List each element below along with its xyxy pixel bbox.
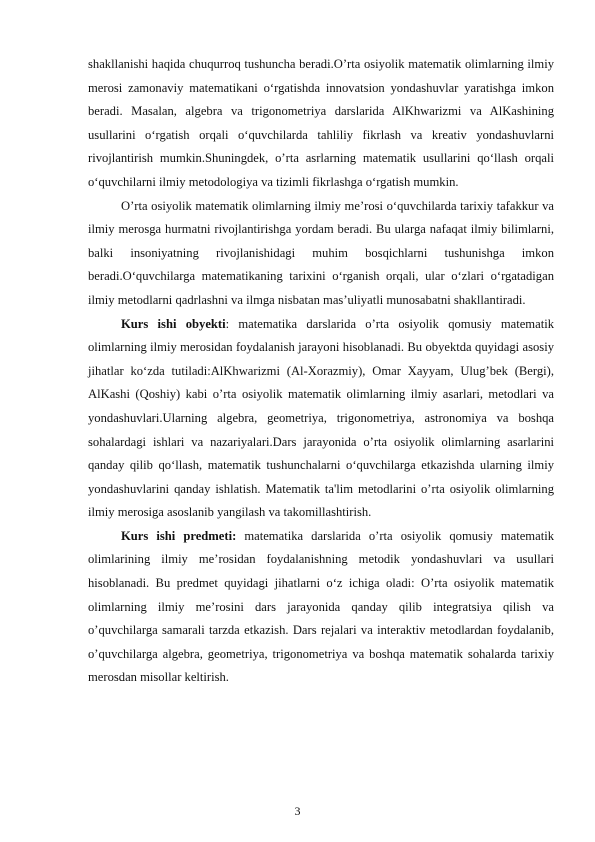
paragraph-text: matematika darslarida o’rta osiyolik qomusiy matematik olimlarining ilmiy me’rosidan foydalanishning metodik yondashuvlari va usullari hisoblanadi. Bu predmet quyidagi jihatlarni o‘z ichiga oladi: O’rta osiyolik matematik olimlarning ilmiy me’rosini dars jarayonida qanday qilib integratsiya qilish va o’quvchilarga samarali tarzda etkazish. Dars rejalari va interaktiv metodlardan foydalanib, o’quvchilarga algebra, geometriya, trigonometriya va boshqa matematik sohalarda tarixiy merosdan misollar keltirish. <box>88 528 554 685</box>
course-subject-label: Kurs ishi predmeti: <box>121 528 237 543</box>
document-page <box>88 53 554 690</box>
paragraph-course-object <box>88 313 554 525</box>
course-object-label: Kurs ishi obyekti <box>121 316 226 331</box>
paragraph-text: O’rta osiyolik matematik olimlarning ilmiy me’rosi o‘quvchilarda tarixiy tafakkur va ilmiy merosga hurmatni rivojlantirishga yordam beradi. Bu ularga nafaqat ilmiy bilimlarni, balki insoniyatning rivojlanishidagi muhim bosqichlarni tushunishga imkon beradi.O‘quvchilarga matematikaning tarixini o‘rganish orqali, ular o‘zlari o‘rgatadigan ilmiy metodlarni qadrlashni va ilmga nisbatan mas’uliyatli munosabatni shakllantiradi. <box>88 198 554 307</box>
paragraph-text: shakllanishi haqida chuqurroq tushuncha beradi.O’rta osiyolik matematik olimlarning ilmiy merosi zamonaviy matematikani o‘rgatishda innovatsion yondashuvlar yaratishga imkon beradi. Masalan, algebra va trigonometriya darslarida AlKhwarizmi va AlKashining usullarini o‘rgatish orqali o‘quvchilarda tahliliy fikrlash va kreativ yondashuvlarni rivojlantirish mumkin.Shuningdek, o’rta asrlarning matematik usullarini qo‘llash orqali o‘quvchilarni ilmiy metodologiya va tizimli fikrlashga o‘rgatish mumkin. <box>88 57 554 189</box>
paragraph-historical-thinking <box>88 195 554 313</box>
paragraph-intro-continuation <box>88 53 554 195</box>
page-number: 3 <box>294 804 301 818</box>
paragraph-course-subject <box>88 525 554 690</box>
paragraph-text: : matematika darslarida o’rta osiyolik qomusiy matematik olimlarning ilmiy merosidan foydalanish jarayoni hisoblanadi. Bu obyektda quyidagi asosiy jihatlar ko‘zda tutiladi:AlKhwarizmi (Al-Xorazmiy), Omar Xayyam, Ulug’bek (Bergi), AlKashi (Qoshiy) kabi o’rta osiyolik matematik olimlarning ilmiy asarlari, metodlari va yondashuvlari.Ularning algebra, geometriya, trigonometriya, astronomiya va boshqa sohalardagi ishlari va nazariyalari.Dars jarayonida o’rta osiyolik olimlarning asarlarini qanday qilib qo‘llash, matematik tushunchalarni o‘quvchilarga etkazishda ularning ilmiy yondashuvlarini qanday ishlatish. Matematik ta'lim metodlarini o’rta osiyolik olimlarning ilmiy merosiga asoslanib yangilash va takomillashtirish. <box>88 316 554 520</box>
